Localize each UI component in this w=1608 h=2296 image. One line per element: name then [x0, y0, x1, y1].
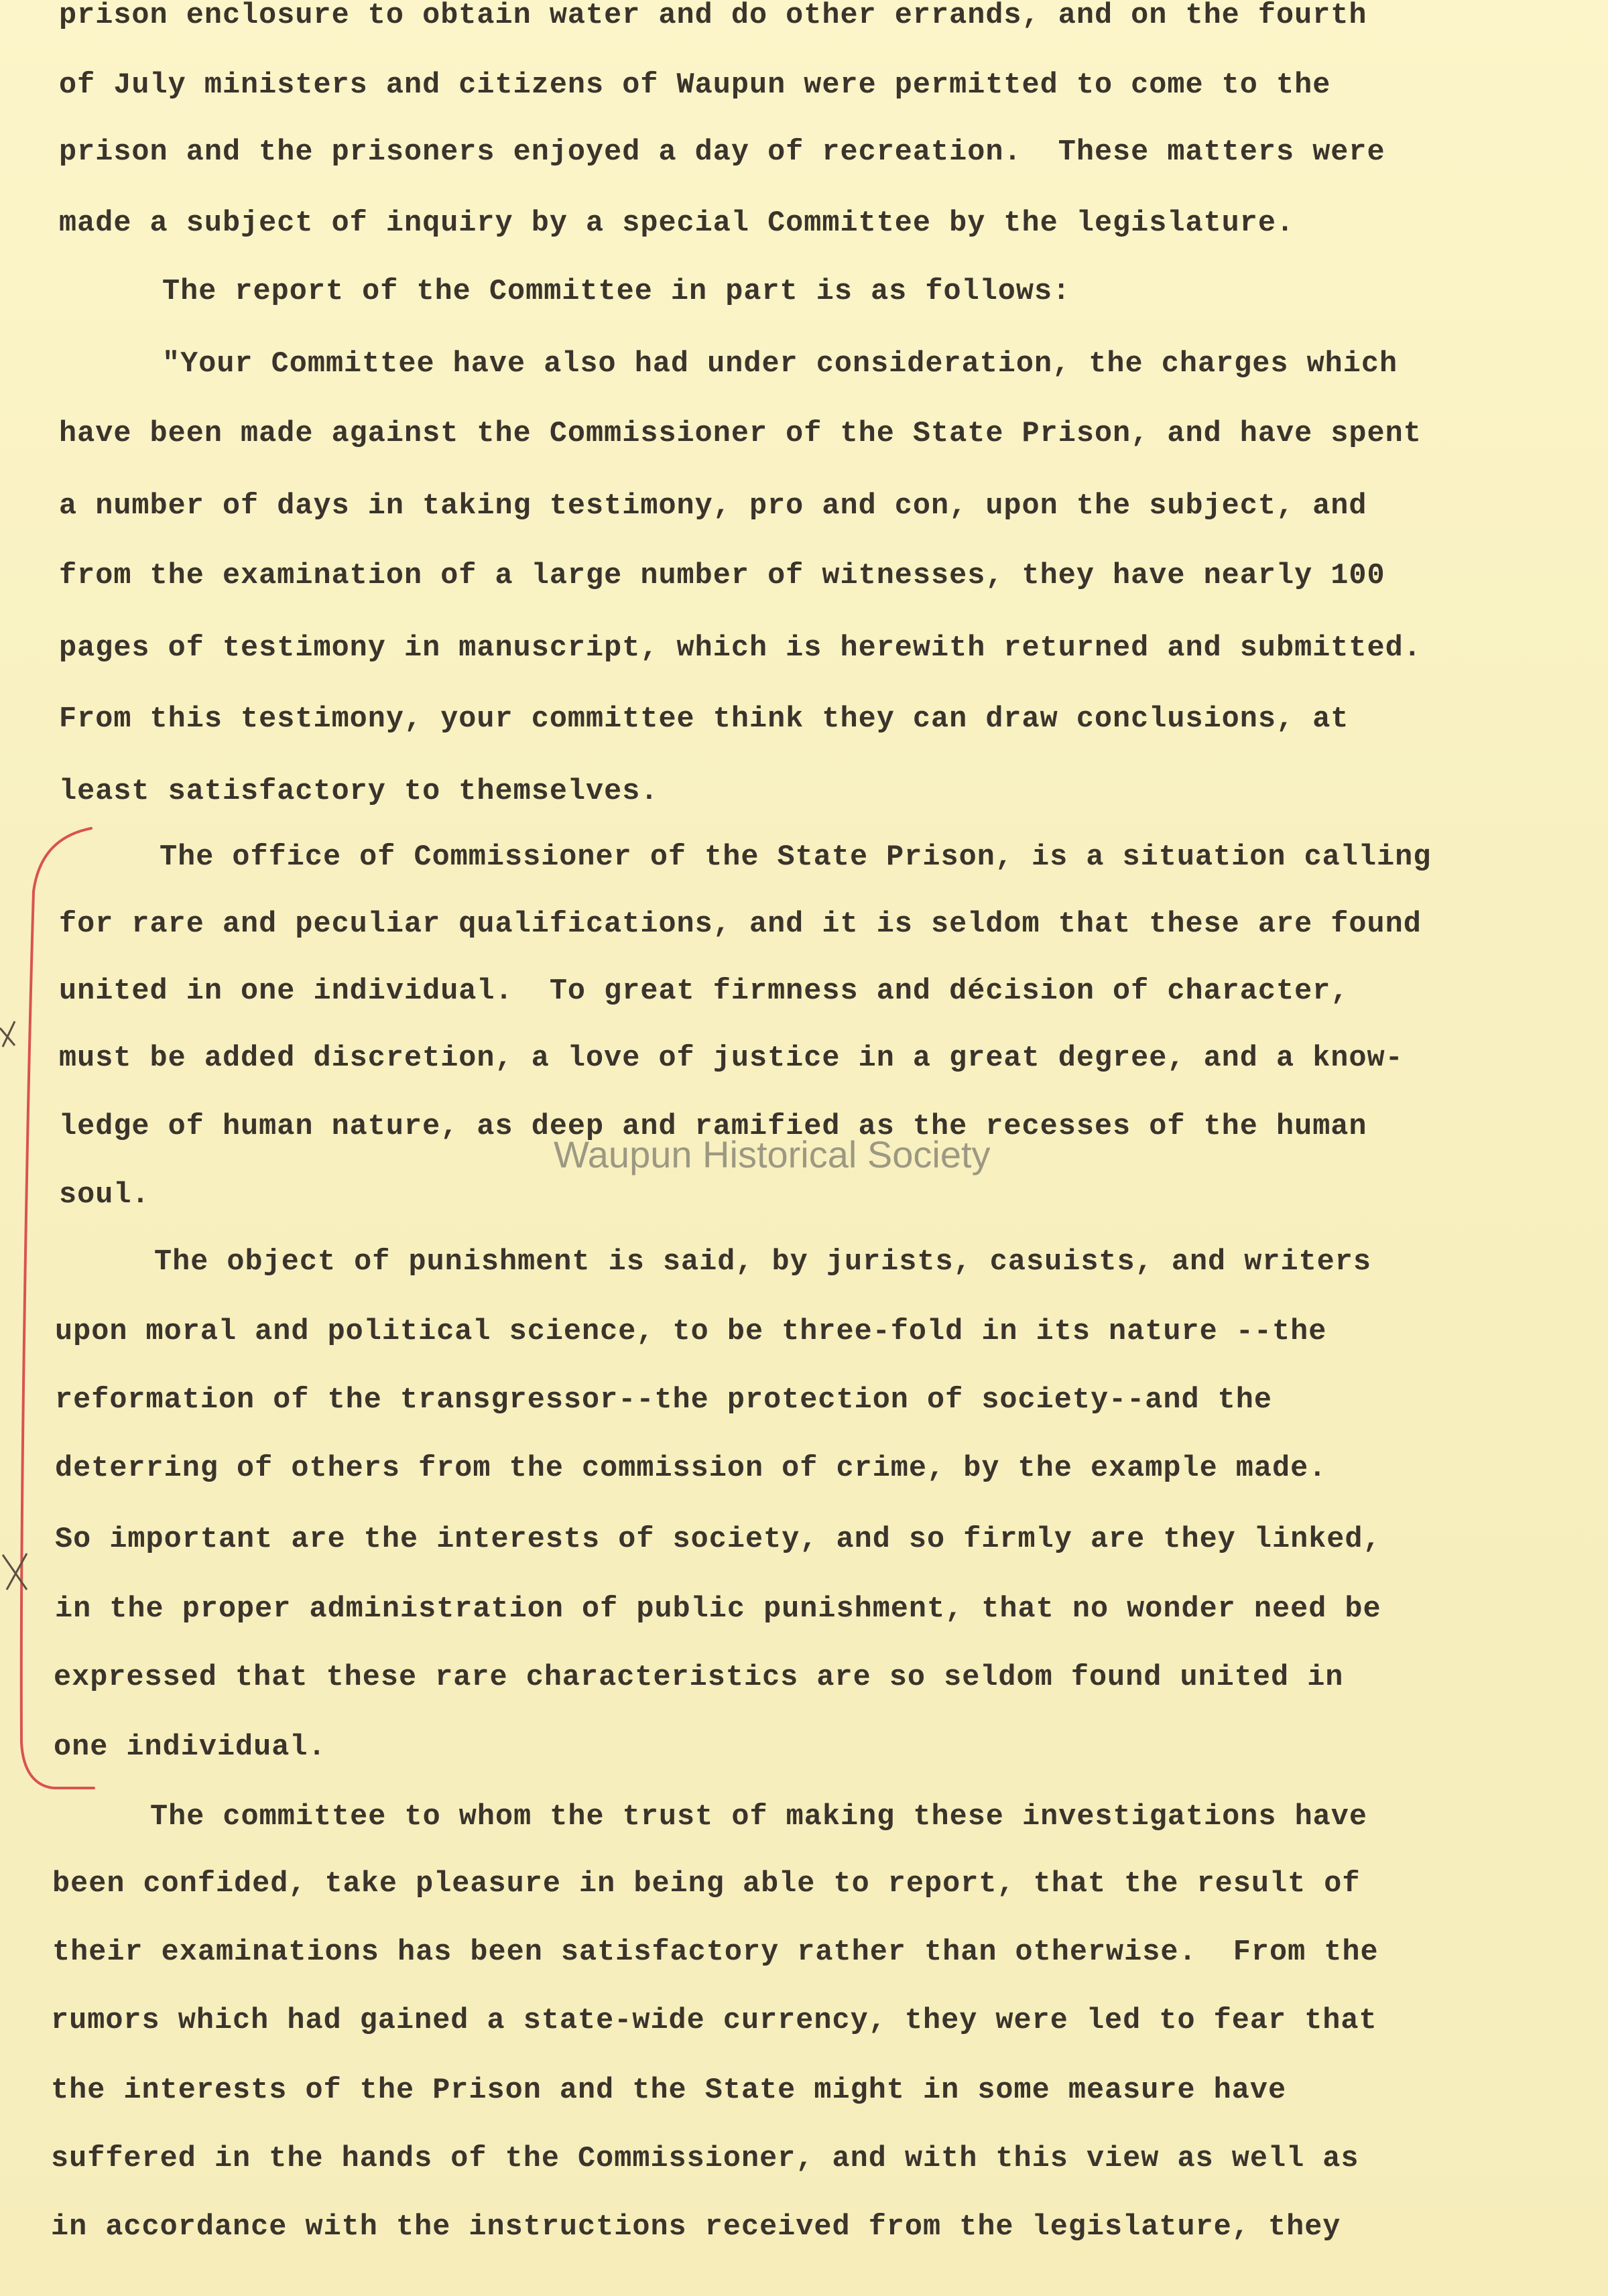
text-line: The object of punishment is said, by jurists, casuists, and writers [154, 1246, 1371, 1279]
text-line: The office of Commissioner of the State Prison, is a situation calling [160, 841, 1432, 874]
text-line: been confided, take pleasure in being able to report, that the result of [52, 1868, 1361, 1901]
text-line: The committee to whom the trust of making these investigations have [150, 1801, 1367, 1834]
text-line: in accordance with the instructions received from the legislature, they [51, 2211, 1341, 2244]
text-line: prison and the prisoners enjoyed a day of recreation. These matters were [59, 136, 1385, 169]
text-line: From this testimony, your committee think they can draw conclusions, at [59, 703, 1349, 736]
text-line: a number of days in taking testimony, pro and con, upon the subject, and [59, 490, 1367, 523]
text-line: upon moral and political science, to be three-fold in its nature --the [55, 1316, 1327, 1348]
text-line: reformation of the transgressor--the protection of society--and the [55, 1384, 1272, 1417]
text-line: soul. [59, 1179, 150, 1212]
text-line: pages of testimony in manuscript, which is herewith returned and submitted. [59, 632, 1422, 665]
text-line: expressed that these rare characteristics are so seldom found united in [54, 1661, 1344, 1694]
text-line: from the examination of a large number of witnesses, they have nearly 100 [59, 560, 1385, 592]
text-line: rumors which had gained a state-wide currency, they were led to fear that [51, 2004, 1377, 2037]
text-line: ledge of human nature, as deep and ramified as the recesses of the human [59, 1110, 1367, 1143]
text-line: So important are the interests of society, and so firmly are they linked, [55, 1523, 1381, 1556]
text-line: suffered in the hands of the Commissioner, and with this view as well as [51, 2143, 1359, 2175]
margin-x-mark [0, 1021, 15, 1047]
text-line: in the proper administration of public punishment, that no wonder need be [55, 1593, 1381, 1626]
margin-x-mark [3, 1553, 27, 1590]
text-line: made a subject of inquiry by a special Committee by the legislature. [59, 207, 1295, 240]
text-line: prison enclosure to obtain water and do other errands, and on the fourth [59, 0, 1367, 32]
text-line: least satisfactory to themselves. [59, 775, 659, 808]
text-line: one individual. [54, 1731, 326, 1764]
text-line: "Your Committee have also had under consideration, the charges which [162, 348, 1398, 381]
text-line: must be added discretion, a love of justice in a great degree, and a know- [59, 1042, 1404, 1075]
margin-bracket-mark [21, 828, 94, 1788]
text-line: deterring of others from the commission of crime, by the example made. [55, 1452, 1327, 1485]
text-line: of July ministers and citizens of Waupun were permitted to come to the [59, 69, 1331, 102]
text-line: their examinations has been satisfactory rather than otherwise. From the [52, 1936, 1379, 1969]
watermark: Waupun Historical Society [554, 1133, 991, 1175]
text-line: the interests of the Prison and the State might in some measure have [51, 2074, 1287, 2107]
text-line: united in one individual. To great firmness and décision of character, [59, 975, 1349, 1008]
text-line: The report of the Committee in part is as follows: [162, 275, 1071, 308]
text-line: have been made against the Commissioner of the State Prison, and have spent [59, 418, 1422, 450]
text-line: for rare and peculiar qualifications, and it is seldom that these are found [59, 908, 1422, 941]
